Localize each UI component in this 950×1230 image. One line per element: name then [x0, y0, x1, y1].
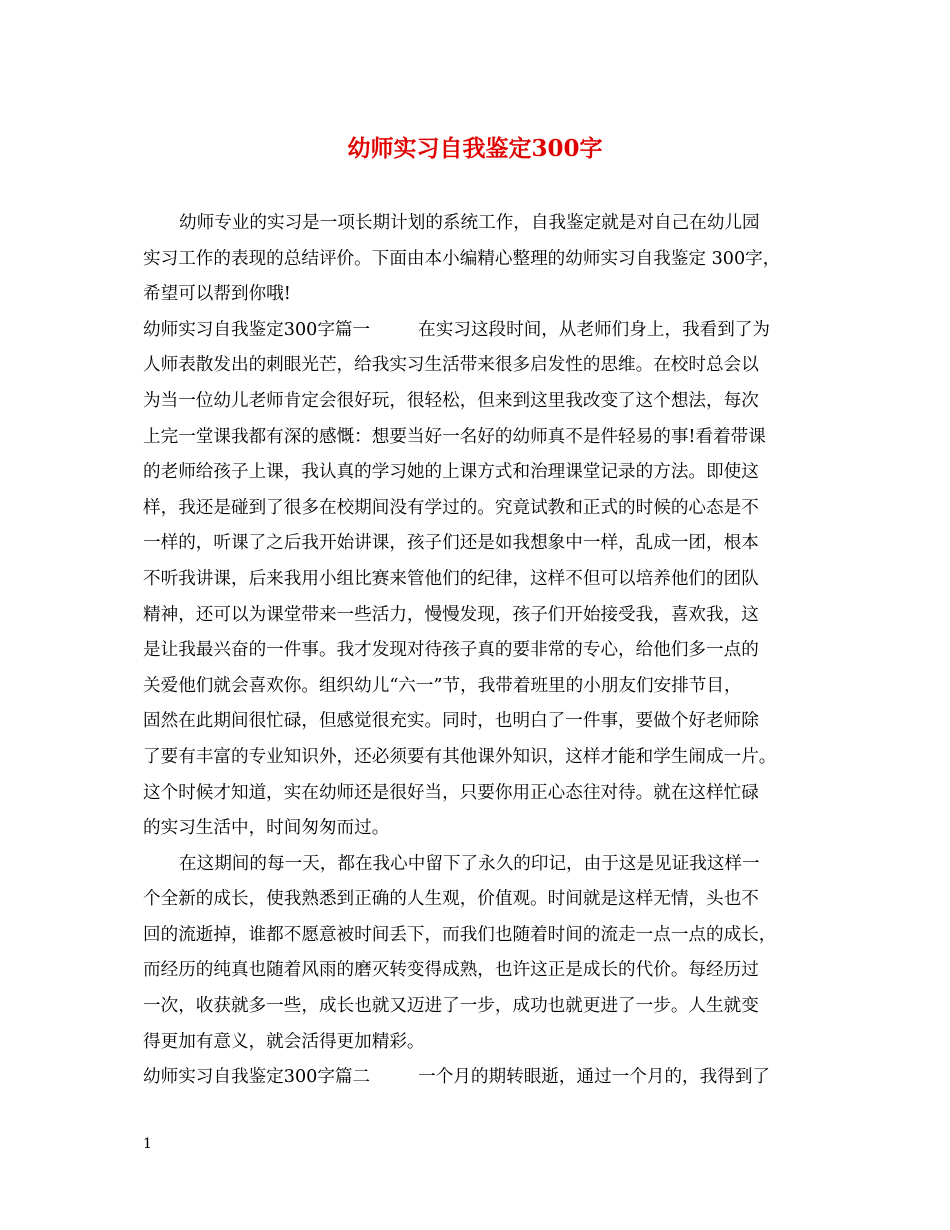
paragraph-line: [143, 740, 815, 776]
line-text: 得更加有意义，就会活得更加精彩。: [143, 1031, 425, 1052]
paragraph-line: [143, 526, 815, 562]
line-text: 一次，收获就多一些，成长也就又迈进了一步，成功也就更进了一步。人生就变: [143, 996, 759, 1017]
paragraph-line: [143, 953, 815, 989]
line-text: 一样的，听课了之后我开始讲课，孩子们还是如我想象中一样，乱成一团，根本: [143, 533, 759, 554]
line-text: 一个月的期转眼逝，通过一个月的，我得到了: [418, 1067, 771, 1088]
line-text: 是让我最兴奋的一件事。我才发现对待孩子真的要非常的专心，给他们多一点的: [143, 640, 759, 661]
paragraph-line: [143, 277, 815, 313]
line-text: 关爱他们就会喜欢你。组织幼儿“六一”节，我带着班里的小朋友们安排节目，: [143, 675, 742, 696]
line-text: 固然在此期间很忙碌，但感觉很充实。同时，也明白了一件事，要做个好老师除: [143, 711, 759, 732]
paragraph-line: [143, 206, 815, 242]
line-text: 在实习这段时间，从老师们身上，我看到了为: [418, 319, 771, 340]
page-number: 1: [143, 1136, 152, 1152]
paragraph-line: [143, 242, 815, 278]
line-text: 上完一堂课我都有深的感慨：想要当好一名好的幼师真不是件轻易的事!看着带课: [143, 426, 766, 447]
paragraph-line: [143, 491, 815, 527]
line-text: 这个时候才知道，实在幼师还是很好当，只要你用正心态往对待。就在这样忙碌: [143, 782, 759, 803]
paragraph-line: [143, 882, 815, 918]
document-title: 幼师实习自我鉴定300字: [347, 135, 603, 162]
paragraph-line: [143, 811, 815, 847]
line-text: 样，我还是碰到了很多在校期间没有学过的。究竟试教和正式的时候的心态是不: [143, 497, 759, 518]
paragraph-line: [143, 562, 815, 598]
paragraph-line: [143, 384, 815, 420]
section-heading: 幼师实习自我鉴定300字篇一: [143, 319, 371, 340]
section-heading-line: [143, 1060, 815, 1096]
line-text: 个全新的成长，使我熟悉到正确的人生观，价值观。时间就是这样无情，头也不: [143, 889, 759, 910]
line-text: 实习工作的表现的总结评价。下面由本小编精心整理的幼师实习自我鉴定 300字，: [143, 248, 781, 269]
paragraph-line: [143, 420, 815, 456]
line-text: 精神，还可以为课堂带来一些活力，慢慢发现，孩子们开始接受我，喜欢我，这: [143, 604, 759, 625]
line-text: 了要有丰富的专业知识外，还必须要有其他课外知识，这样才能和学生闹成一片。: [143, 746, 777, 767]
paragraph-line: [143, 989, 815, 1025]
paragraph-line: [143, 1025, 815, 1061]
line-text: 幼师专业的实习是一项长期计划的系统工作，自我鉴定就是对自己在幼儿园: [179, 213, 760, 233]
document-body: [143, 206, 815, 1096]
line-text: 在这期间的每一天，都在我心中留下了永久的印记，由于这是见证我这样一: [179, 853, 760, 874]
paragraph-line: [143, 776, 815, 812]
paragraph-line: [143, 633, 815, 669]
paragraph-line: [143, 847, 815, 883]
section-heading-line: [143, 313, 815, 349]
line-text: 人师表散发出的刺眼光芒，给我实习生活带来很多启发性的思维。在校时总会以: [143, 355, 759, 376]
line-text: 的老师给孩子上课，我认真的学习她的上课方式和治理课堂记录的方法。即使这: [143, 462, 759, 483]
line-text: 希望可以帮到你哦!: [143, 284, 291, 305]
paragraph-line: [143, 704, 815, 740]
paragraph-line: [143, 918, 815, 954]
paragraph-line: [143, 598, 815, 634]
line-text: 为当一位幼儿老师肯定会很好玩，很轻松，但来到这里我改变了这个想法，每次: [143, 390, 759, 411]
section-heading: 幼师实习自我鉴定300字篇二: [143, 1067, 371, 1088]
paragraph-line: [143, 455, 815, 491]
line-text: 不听我讲课，后来我用小组比赛来管他们的纪律，这样不但可以培养他们的团队: [143, 568, 759, 589]
line-text: 回的流逝掉，谁都不愿意被时间丢下，而我们也随着时间的流走一点一点的成长，: [143, 924, 777, 945]
line-text: 而经历的纯真也随着风雨的磨灭转变得成熟，也许这正是成长的代价。每经历过: [143, 960, 759, 981]
paragraph-line: [143, 348, 815, 384]
line-text: 的实习生活中，时间匆匆而过。: [143, 818, 390, 839]
paragraph-line: [143, 669, 815, 705]
